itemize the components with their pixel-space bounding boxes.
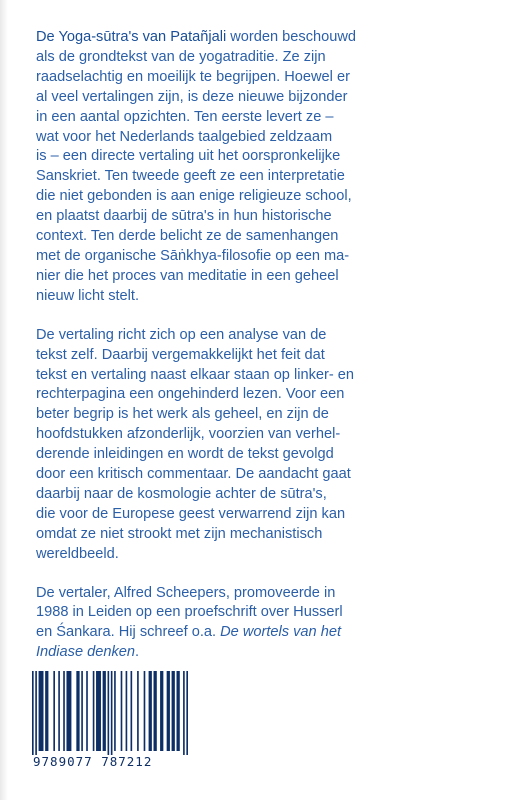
text-segment: Sanskriet. Ten tweede geeft ze een interpretatie bbox=[36, 168, 345, 185]
barcode-bar bbox=[58, 671, 60, 751]
barcode-bar bbox=[86, 671, 88, 751]
isbn-barcode bbox=[30, 669, 188, 777]
text-segment: tekst en vertaling naast elkaar staan op linker- en bbox=[36, 366, 354, 383]
text-segment: die voor de Europese geest verwarrend zijn kan bbox=[36, 505, 346, 522]
barcode-bar bbox=[108, 671, 110, 755]
text-line bbox=[36, 108, 491, 128]
text-line bbox=[36, 187, 491, 207]
text-segment: context. Ten derde belicht ze de samenhangen bbox=[36, 228, 339, 245]
text-line bbox=[36, 584, 491, 604]
text-line bbox=[36, 88, 491, 108]
text-line bbox=[36, 405, 491, 425]
text-segment: 1988 in Leiden op een proefschrift over Husserl bbox=[36, 604, 343, 621]
text-line bbox=[36, 167, 491, 187]
highlighted-title: De Yoga-sūtra's van Patañjali bbox=[36, 29, 227, 45]
text-segment: beter begrip is het werk als geheel, en zijn de bbox=[36, 406, 329, 423]
text-segment: al veel vertalingen zijn, is deze nieuwe bijzonder bbox=[36, 88, 348, 105]
text-segment: omdat ze niet strookt met zijn mechanistisch bbox=[36, 525, 323, 542]
barcode-bar bbox=[160, 671, 163, 751]
barcode-bar bbox=[35, 671, 37, 755]
text-line bbox=[36, 445, 491, 465]
barcode-bar bbox=[111, 671, 113, 755]
text-segment: door een kritisch commentaar. De aandacht gaat bbox=[36, 466, 351, 483]
isbn-number: 9789077 787212 bbox=[33, 754, 153, 769]
text-line bbox=[36, 207, 491, 227]
text-segment: De vertaler, Alfred Scheepers, promoveerde in bbox=[36, 584, 336, 601]
barcode-bar bbox=[137, 671, 139, 751]
text-segment: worden beschouwd bbox=[226, 29, 357, 45]
text-segment: tekst zelf. Daarbij vergemakkelijkt het feit dat bbox=[36, 346, 325, 363]
text-line bbox=[36, 147, 491, 167]
text-line bbox=[36, 505, 491, 525]
text-line bbox=[36, 227, 491, 247]
text-line bbox=[36, 366, 491, 386]
cover-blurb bbox=[36, 28, 491, 663]
text-segment: en plaatst daarbij de sūtra's in hun historische bbox=[36, 208, 332, 225]
text-segment: De vertaling richt zich op een analyse van de bbox=[36, 326, 327, 343]
text-line bbox=[36, 485, 491, 505]
barcode-bar bbox=[183, 671, 185, 755]
text-segment: nier die het proces van meditatie in een geheel bbox=[36, 267, 339, 284]
text-line bbox=[36, 545, 491, 565]
barcode-bar bbox=[103, 671, 106, 751]
text-segment: als de grondtekst van de yogatraditie. Ze zijn bbox=[36, 48, 326, 65]
text-segment: nieuw licht stelt. bbox=[36, 287, 140, 304]
barcode-bar bbox=[93, 671, 95, 751]
text-line bbox=[36, 326, 491, 346]
text-line bbox=[36, 247, 491, 267]
barcode-bar bbox=[154, 671, 157, 751]
barcode-bar bbox=[76, 671, 79, 751]
blurb-paragraph bbox=[36, 584, 491, 664]
barcode-bar bbox=[144, 671, 146, 751]
text-line bbox=[36, 28, 491, 48]
text-segment: derende inleidingen en wordt de tekst gevolgd bbox=[36, 446, 334, 463]
text-segment: die niet gebonden is aan enige religieuze school, bbox=[36, 188, 352, 205]
text-line bbox=[36, 128, 491, 148]
text-segment: rechterpagina een ongehinderd lezen. Voor een bbox=[36, 386, 345, 403]
barcode-bar bbox=[114, 671, 116, 751]
text-line bbox=[36, 623, 491, 643]
text-segment: raadselachtig en moeilijk te begrijpen. Hoewel er bbox=[36, 68, 350, 85]
text-line bbox=[36, 267, 491, 287]
barcode-bar bbox=[131, 671, 133, 751]
barcode-bar bbox=[172, 671, 175, 751]
book-title: De wortels van het bbox=[220, 624, 342, 641]
cover-edge-shadow bbox=[0, 0, 8, 800]
text-line bbox=[36, 465, 491, 485]
barcode-bar bbox=[39, 671, 44, 751]
barcode-bars bbox=[32, 671, 188, 755]
barcode-bar bbox=[66, 671, 71, 751]
text-segment: . bbox=[135, 644, 140, 661]
text-segment: wereldbeeld. bbox=[36, 545, 119, 562]
text-line bbox=[36, 643, 491, 663]
text-segment: wat voor het Nederlands taalgebied zeldzaam bbox=[36, 128, 333, 145]
barcode-bar bbox=[121, 671, 123, 751]
text-segment: daarbij naar de kosmologie achter de sūtra's, bbox=[36, 485, 327, 502]
barcode-bar bbox=[81, 671, 83, 751]
text-line bbox=[36, 48, 491, 68]
barcode-bar bbox=[96, 671, 101, 751]
text-segment: met de organische Sāṅkhya-filosofie op een ma- bbox=[36, 247, 350, 264]
blurb-paragraph bbox=[36, 28, 491, 307]
barcode-bar bbox=[167, 671, 170, 751]
text-line bbox=[36, 603, 491, 623]
barcode-bar bbox=[149, 671, 152, 751]
barcode-bar bbox=[126, 671, 128, 751]
barcode-bar bbox=[45, 671, 48, 751]
barcode-bar bbox=[32, 671, 34, 755]
text-line bbox=[36, 346, 491, 366]
book-title: Indiase denken bbox=[36, 644, 135, 661]
text-segment: hoofdstukken afzonderlijk, voorzien van verhel- bbox=[36, 426, 341, 443]
text-segment: en Śankara. Hij schreef o.a. bbox=[36, 624, 221, 641]
text-segment: is – een directe vertaling uit het oorspronkelijke bbox=[36, 148, 341, 165]
barcode-bar bbox=[177, 671, 180, 751]
barcode-bar bbox=[186, 671, 188, 755]
barcode-bar bbox=[63, 671, 65, 751]
text-line bbox=[36, 68, 491, 88]
text-line bbox=[36, 425, 491, 445]
text-segment: in een aantal opzichten. Ten eerste levert ze – bbox=[36, 108, 334, 125]
blurb-paragraph bbox=[36, 326, 491, 565]
text-line bbox=[36, 525, 491, 545]
text-line bbox=[36, 287, 491, 307]
text-line bbox=[36, 385, 491, 405]
barcode-bar bbox=[53, 671, 55, 751]
